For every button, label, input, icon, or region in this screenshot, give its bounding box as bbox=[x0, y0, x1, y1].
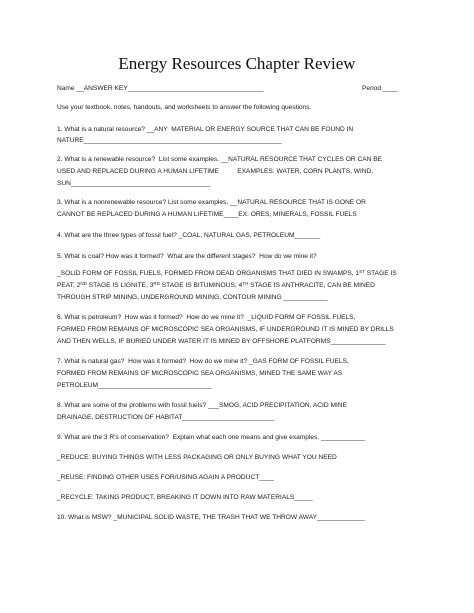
question-10-line-1: 10. What is MSW? _MUNICIPAL SOLID WASTE, THE TRASH THAT WE THROW AWAY_____________ bbox=[57, 514, 365, 521]
question-3-line-1: 3. What is a nonrenewable resource? List some examples. __NATURAL RESOURCE THAT IS GONE OR bbox=[57, 199, 366, 206]
question-2-line-3: SUN______________________________________ bbox=[57, 180, 211, 187]
page-title: Energy Resources Chapter Review bbox=[118, 54, 356, 73]
name-line: Name __ANSWER KEY_____________________________________ bbox=[57, 85, 264, 92]
question-7-line-2: FORMED FROM REMAINS OF MICROSCOPIC SEA ORGANISMS, MINED THE SAME WAY AS bbox=[57, 370, 343, 377]
question-1-line-2: NATURE______________________________________________________ bbox=[57, 137, 282, 144]
question-8-line-2: DRAINAGE, DESTRUCTION OF HABITAT_________________________ bbox=[57, 414, 275, 421]
question-5-answer-line-2: PEAT, 2ND STAGE IS LIGNITE, 3RD STAGE IS BITUMINOUS, 4TH STAGE IS ANTHRACITE, CAN BE MINED bbox=[57, 281, 375, 289]
question-1-line-1: 1. What is a natural resource? __ANY MATERIAL OR ENERGY SOURCE THAT CAN BE FOUND IN bbox=[57, 126, 354, 133]
question-5-line-1: 5. What is coal? How was it formed? What are the different stages? How do we mine it? bbox=[57, 253, 317, 260]
period-line: Period ____ bbox=[362, 85, 398, 92]
question-5-answer-line-1: _SOLID FORM OF FOSSIL FUELS, FORMED FROM DEAD ORGANISMS THAT DIED IN SWAMPS, 1ST STAGE IS bbox=[57, 269, 397, 277]
question-7-line-3: PETROLEUM_______________________________ bbox=[57, 382, 212, 389]
instructions: Use your textbook, notes, handouts, and worksheets to answer the following questions. bbox=[57, 104, 312, 111]
question-3-line-2: CANNOT BE REPLACED DURING A HUMAN LIFETIME____EX: ORES, MINERALS, FOSSIL FUELS bbox=[57, 211, 357, 218]
question-9-reduce: _REDUCE: BUYING THINGS WITH LESS PACKAGING OR ONLY BUYING WHAT YOU NEED bbox=[57, 454, 337, 461]
question-2-line-1: 2. What is a renewable resource? List some examples. __NATURAL RESOURCE THAT CYCLES OR CAN BE bbox=[57, 156, 383, 163]
question-8-line-1: 8. What are some of the problems with fossil fuels? ___SMOG, ACID PRECIPITATION, ACID MINE bbox=[57, 402, 347, 409]
question-7-line-1: 7. What is natural gas? How was it formed? How do we mine it? _GAS FORM OF FOSSIL FUELS, bbox=[57, 358, 349, 365]
question-5-answer-line-3: THROUGH STRIP MINING, UNDERGROUND MINING, CONTOUR MINING ____________ bbox=[57, 294, 328, 301]
question-6-line-2: FORMED FROM REMAINS OF MICROSCOPIC SEA ORGANISMS, IF UNDERGROUND IT IS MINED BY DRILLS bbox=[57, 326, 394, 333]
question-9-recycle: _RECYCLE: TAKING PRODUCT, BREAKING IT DOWN INTO RAW MATERIALS_____ bbox=[57, 494, 313, 501]
question-6-line-3: AND THEN WELLS, IF BURIED UNDER WATER IT IS MINED BY OFFSHORE PLATFORMS_______________ bbox=[57, 338, 386, 345]
question-6-line-1: 6. What is petroleum? How was it formed? How do we mine it? _LIQUID FORM OF FOSSIL FUELS, bbox=[57, 314, 356, 321]
question-2-line-2: USED AND REPLACED DURING A HUMAN LIFETIME EXAMPLES: WATER, CORN PLANTS, WIND, bbox=[57, 168, 374, 175]
question-9-reuse: _REUSE: FINDING OTHER USES FOR/USING AGAIN A PRODUCT____ bbox=[57, 474, 274, 481]
question-9-line-1: 9. What are the 3 R's of conservation? Explain what each one means and give examples. ____________ bbox=[57, 434, 366, 441]
question-4-line-1: 4. What are the three types of fossil fuel? _COAL, NATURAL GAS, PETROLEUM_______ bbox=[57, 232, 321, 239]
